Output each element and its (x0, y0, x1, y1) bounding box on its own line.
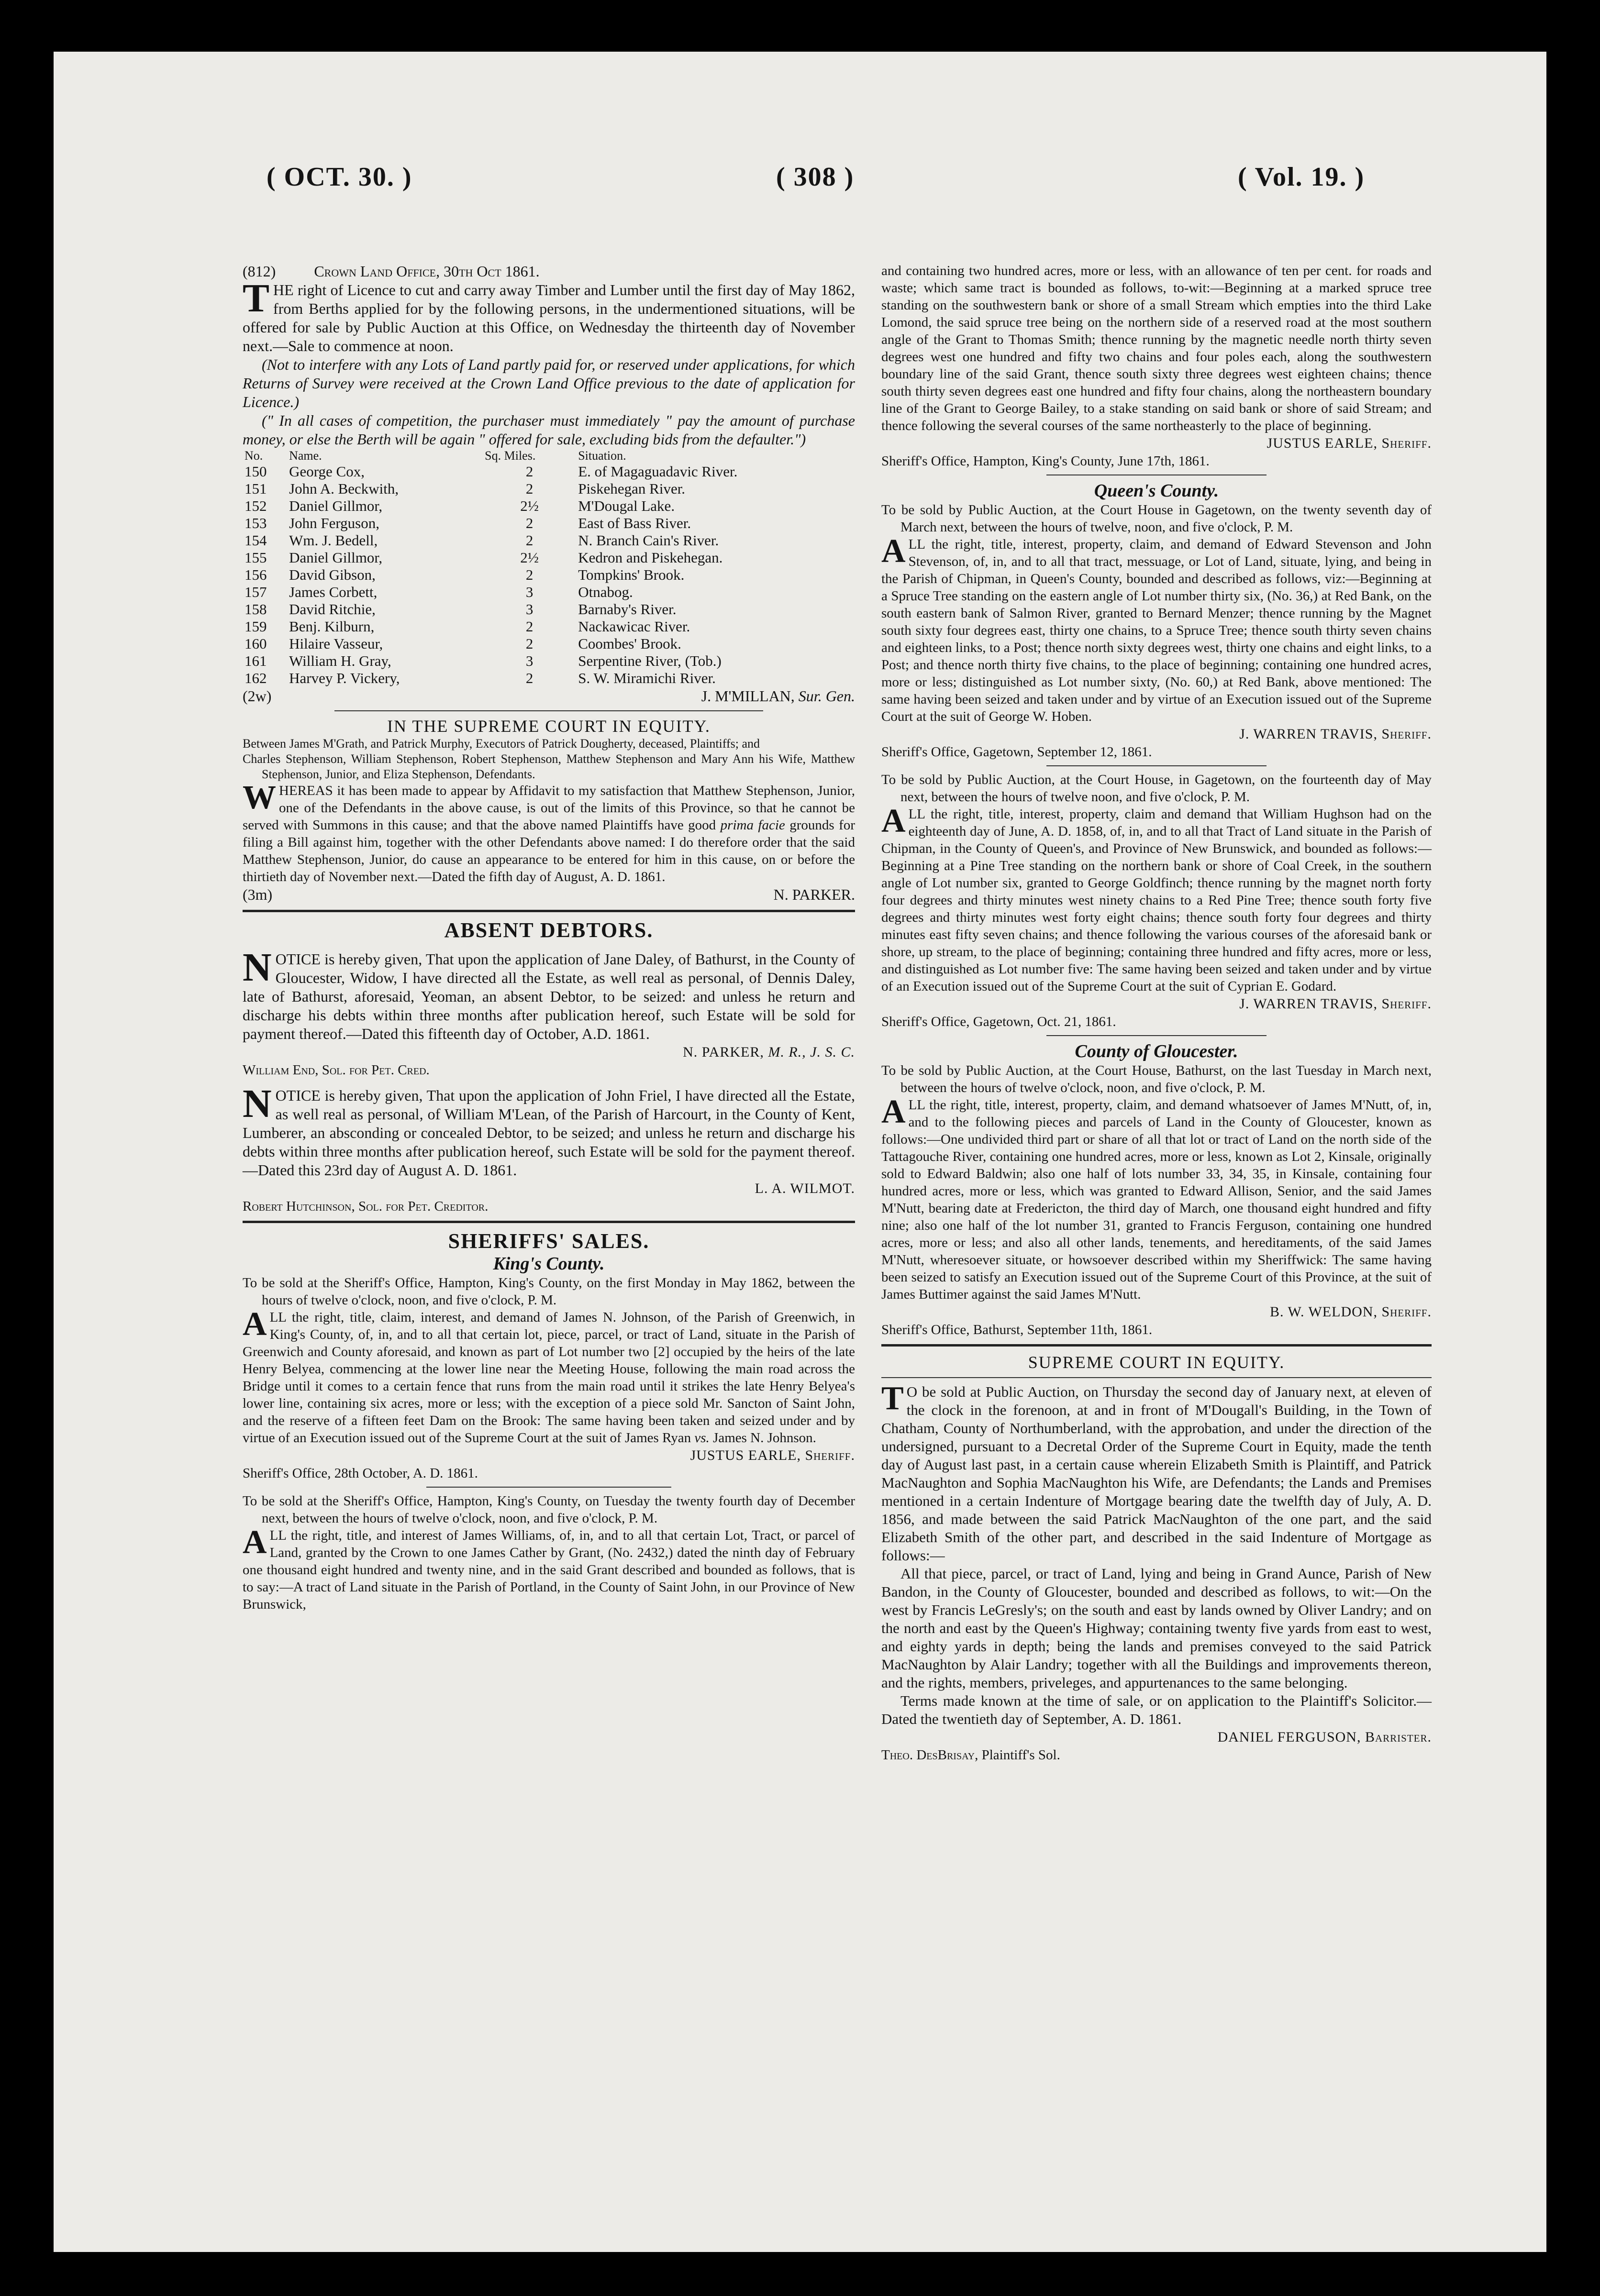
queens-sale-2-office: Sheriff's Office, Gagetown, Oct. 21, 1861. (881, 1014, 1116, 1029)
table-cell-situation: Coombes' Brook. (578, 635, 681, 652)
debtor-notice-1-solicitor: William End, Sol. for Pet. Cred. (243, 1062, 430, 1078)
table-cell-no: 154 (244, 532, 267, 549)
gloucester-sale-office: Sheriff's Office, Bathurst, September 11th, 1861. (881, 1322, 1153, 1337)
table-cell-sq-miles: 3 (525, 601, 533, 618)
queens-sale-1-intro: To be sold by Public Auction, at the Court House in Gagetown, on the twenty seventh day of March next, between the hours of twelve, noon, and five o'clock, P. M. (881, 502, 1432, 535)
gloucester-sale-signer: B. W. WELDON, Sheriff. (1270, 1304, 1432, 1320)
licence-table (243, 449, 855, 687)
debtor-notice-2-signer: L. A. WILMOT. (755, 1181, 855, 1196)
table-cell-sq-miles: 2 (525, 635, 533, 652)
queens-sale-1-body: ALL the right, title, interest, property, claim, and demand of Edward Stevenson and John Stevenson, of, in, and to all that tract, messuage, or Lot of Land, situate, lying, and being in the Parish of Chipman, in Queen's County, bounded and described as follows, viz:—Beginning at a Spruce Tree standing on the eastern angle of Lot number thirty six, (No. 36,) at Red Bank, on the south eastern bank of Salmon River, granted to Bernard Menzer; thence running by the Magnet south sixty four degrees east, thirty one chains, to a Spruce Tree; thence south thirty seven chains and eighteen links, to a Post; thence north sixty degrees west, thirty one chains and eight links, to a Post; and thence north thirty five chains, to the place of beginning; containing one hundred acres, more or less; distinguished as Lot number sixty, (No. 60,) at Red Bank, above mentioned: The same having been seized and taken under and by virtue of an Execution issued out of the Supreme Court at the suit of George W. Hoben. (881, 533, 1432, 724)
debtor-notice-1: NOTICE is hereby given, That upon the application of Jane Daley, of Bathurst, in the County of Gloucester, Widow, I have directed all the Estate, as well real as personal, of Dennis Daley, late of Bathurst, aforesaid, Yeoman, an absent Debtor, to be seized: and unless he return and discharge his debts within three months after publication hereof, such Estate will be sold for payment thereof.—Dated this fifteenth day of October, A.D. 1861. (243, 945, 855, 1042)
table-cell-situation: Otnabog. (578, 584, 633, 600)
table-cell-situation: E. of Magaguadavic River. (578, 463, 738, 480)
crown-notice-signature: (2w) J. M'MILLAN, Sur. Gen. (243, 687, 855, 705)
table-row (243, 601, 855, 618)
table-cell-sq-miles: 2½ (520, 497, 539, 514)
table-cell-sq-miles: 2½ (520, 549, 539, 566)
gloucester-sale-intro: To be sold by Public Auction, at the Court House, Bathurst, on the last Tuesday in March next, between the hours of twelve o'clock, noon, and five o'clock, P. M. (881, 1063, 1432, 1095)
crown-notice-body: THE right of Licence to cut and carry away Timber and Lumber until the first day of May 1862, from Berths applied for by the following persons, in the undermentioned situations, will be offered for sale by Public Auction at this Office, on Wednesday the thirteenth day of November next.—Sale to commence at noon. (243, 276, 855, 354)
header-volume: ( Vol. 19. ) (1238, 162, 1365, 192)
equity-1-parties-1: Between James M'Grath, and Patrick Murphy, Executors of Patrick Dougherty, deceased, Plaintiffs; and (243, 737, 760, 751)
table-cell-name: William H. Gray, (289, 652, 391, 669)
table-cell-name: Hilaire Vasseur, (289, 635, 383, 652)
equity-2-property: All that piece, parcel, or tract of Land, lying and being in Grand Aunce, Parish of New Bandon, in the County of Gloucester, bounded and described as follows, to wit:—On the west by Francis LeGresly's; on the south and east by lands owned by Oliver Landry; and on the north and east by the Queen's Highway; containing twenty five yards from east to west, and eighty yards in depth; being the lands and premises conveyed to the said Patrick MacNaughton by Alair Landry; together with all the Buildings and improvements thereon, and the rights, members, priveleges, and appurtenances to the same belonging. (881, 1565, 1432, 1691)
queens-sale-2-body: ALL the right, title, interest, property, claim and demand that William Hughson had on the eighteenth day of June, A. D. 1858, of, in, and to all that Tract of Land situate in the Parish of Chipman, in the County of Queen's, and Province of New Brunswick, and bounded as follows:—Beginning at a Pine Tree standing on the northern bank or shore of Coal Creek, in the southern angle of Lot number six, granted to George Goldfinch; thence running by the magnet north forty four degrees and thirty minutes west ninety chains to a Red Pine Tree; thence south forty five degrees and thirty minutes west forty eight chains; thence south forty four degrees and thirty minutes east fifty seven chains; and thence following the various courses of the aforesaid bank or shore, up stream, to the place of beginning; containing three hundred and fifty acres, more or less, and distinguished as Lot number five: The same having been seized and taken under and by virtue of an Execution issued out of the Supreme Court at the suit of Cyprian E. Godard. (881, 803, 1432, 994)
table-cell-name: Benj. Kilburn, (289, 618, 375, 635)
table-row (243, 618, 855, 635)
table-row (243, 515, 855, 532)
table-cell-sq-miles: 2 (525, 532, 533, 549)
table-cell-name: John Ferguson, (289, 515, 379, 531)
table-row (243, 549, 855, 566)
sheriffs-sales-title: SHERIFFS' SALES. (448, 1229, 650, 1253)
table-cell-sq-miles: 2 (525, 515, 533, 531)
table-cell-sq-miles: 3 (525, 652, 533, 669)
kings-sale-2-intro: To be sold at the Sheriff's Office, Hampton, King's County, on Tuesday the twenty fourth day of December next, between the hours of twelve o'clock, noon, and five o'clock, P. M. (243, 1493, 855, 1526)
kings-sale-2-office: Sheriff's Office, Hampton, King's County, June 17th, 1861. (881, 453, 1210, 469)
table-cell-name: John A. Beckwith, (289, 480, 399, 497)
kings-sale-1-body: ALL the right, title, claim, interest, and demand of James N. Johnson, of the Parish of Greenwich, in King's County, of, in, and to all that certain lot, piece, parcel, or tract of Land, situate in the Parish of Greenwich and County aforesaid, and known as part of Lot number two [2] occupied by the heirs of the late Henry Belyea, commencing at the lower line near the Meeting House, following the main road across the Bridge until it comes to a certain fence that runs from the main road until it strikes the late Henry Belyea's lower line, containing six acres, more or less; with the exception of a piece sold Mr. Sancton of Saint John, and the reserve of a fifteen feet Dam on the Brook: The same having been taken and seized under and by virtue of an Execution issued out of the Supreme Court at the suit of James Ryan vs. James N. Johnson. (243, 1306, 855, 1446)
gloucester-county-heading: County of Gloucester. (1075, 1041, 1238, 1061)
right-column (881, 262, 1432, 1764)
kings-county-heading: King's County. (493, 1254, 605, 1274)
header-date: ( OCT. 30. ) (267, 162, 412, 192)
table-cell-sq-miles: 2 (525, 480, 533, 497)
queens-sale-2-signer: J. WARREN TRAVIS, Sheriff. (1239, 996, 1432, 1012)
table-cell-name: Wm. J. Bedell, (289, 532, 378, 549)
equity-1-parties-2: Charles Stephenson, William Stephenson, Robert Stephenson, Matthew Stephenson and Mary Ann his Wife, Matthew Stephenson, Junior, and Eliza Stephenson, Defendants. (243, 752, 855, 781)
kings-sale-2-continued: and containing two hundred acres, more or less, with an allowance of ten per cent. for roads and waste; which same tract is bounded as follows, to-wit:—Beginning at a marked spruce tree standing on the southwestern bank or shore of a small Stream which empties into the third Lake Lomond, the said spruce tree being on the northern side of a reserved road at the most southern angle of the Grant to Thomas Smith; thence running by the magnetic needle north thirty seven degrees west one hundred and fifty two chains and four poles each, along the southwestern boundary line of the said Grant, thence south sixty three degrees west eighteen chains; thence south thirty seven degrees east one hundred and fifty four chains, along the northeastern boundary line of the Grant to George Bailey, to a stake standing on said bank or shore of said Stream; and thence following the several courses of the same northeasterly to the place of beginning. (881, 263, 1432, 433)
table-cell-sq-miles: 2 (525, 670, 533, 686)
equity-2-solicitor: Theo. DesBrisay, Plaintiff's Sol. (881, 1747, 1060, 1763)
table-cell-name: Daniel Gillmor, (289, 549, 383, 566)
table-cell-situation: M'Dougal Lake. (578, 497, 675, 514)
left-column (243, 262, 855, 1613)
table-cell-situation: Piskehegan River. (578, 480, 686, 497)
equity-2-body: T O be sold at Public Auction, on Thursday the second day of January next, at eleven of the clock in the forenoon, at and in front of M'Dougall's Building, in the Town of Chatham, County of Northumberland, with the approbation, and under the direction of the undersigned, pursuant to a Decretal Order of the Supreme Court in Equity, made the tenth day of August last past, in a certain cause wherein Elizabeth Smith is Plaintiff, and Patrick MacNaughton and Sophia MacNaughton his Wife, are Defendants; the Lands and Premises mentioned in a certain Indenture of Mortgage bearing date the twelfth day of July, A. D. 1856, and made between the said Patrick MacNaughton of the one part, and the said Elizabeth Smith of the other part, and described in the said Indenture of Mortgage as follows:— (881, 1380, 1432, 1564)
header-page-number: ( 308 ) (776, 162, 855, 192)
newspaper-page (54, 52, 1546, 2252)
table-cell-no: 157 (244, 584, 267, 600)
kings-sale-1-signer: JUSTUS EARLE, Sheriff. (690, 1447, 855, 1463)
table-cell-no: 152 (244, 497, 267, 514)
table-cell-situation: Nackawicac River. (578, 618, 690, 635)
table-row (243, 670, 855, 687)
table-cell-no: 155 (244, 549, 267, 566)
equity-2-terms: Terms made known at the time of sale, or on application to the Plaintiff's Solicitor.—Dated the twentieth day of September, A. D. 1861. (881, 1692, 1432, 1727)
queens-county-heading: Queen's County. (1094, 481, 1219, 501)
table-header: Name. (289, 449, 322, 463)
table-row (243, 635, 855, 652)
table-cell-name: George Cox, (289, 463, 365, 480)
gloucester-sale-body: ALL the right, title, interest, property, claim, and demand whatsoever of James M'Nutt, of, in, and to the following pieces and parcels of Land in the County of Gloucester, known as follows:—One undivided third part or share of all that lot or tract of Land on the north side of the Tattagouche River, containing one hundred acres, more or less, known as Lot 2, Kinsale, originally sold to Edward Baldwin; also one half of lots number 33, 34, 35, in Kinsale, containing four hundred acres, more or less, which was granted to Edward Allison, Senior, and the said James M'Nutt, bearing date at Fredericton, the third day of March, one thousand eight hundred and fifty nine; also one half of the lot number 31, granted to Francis Ferguson, containing one hundred acres, more or less; and also all other lands, tenements, and hereditaments, of the said James M'Nutt, wheresoever situate, or howsoever described within my Sheriffwick: The same having been seized to satisfy an Execution issued out of the Supreme Court of this Province, at the suit of James Buttimer against the said James M'Nutt. (881, 1093, 1432, 1302)
table-cell-name: Harvey P. Vickery, (289, 670, 400, 686)
equity-2-title: SUPREME COURT IN EQUITY. (1028, 1353, 1285, 1372)
table-row (243, 584, 855, 601)
table-cell-situation: S. W. Miramichi River. (578, 670, 716, 686)
kings-sale-2-signer: JUSTUS EARLE, Sheriff. (1267, 435, 1432, 451)
table-cell-no: 153 (244, 515, 267, 531)
equity-1-title: IN THE SUPREME COURT IN EQUITY. (387, 717, 711, 736)
equity-1-body: WHEREAS it has been made to appear by Affidavit to my satisfaction that Matthew Stephenson, Junior, one of the Defendants in the above cause, is out of the limits of this Province, so that he cannot be served with Summons in this cause; and that the above named Plaintiffs have good prima facie grounds for filing a Bill against him, together with the other Defendants above named: I do therefore order that the said Matthew Stephenson, Junior, do cause an appearance to be entered for him in this cause, on or before the thirtieth day of November next.—Dated the fifth day of August, A. D. 1861. (243, 779, 855, 884)
table-row (243, 463, 855, 480)
kings-sale-2-body: ALL the right, title, and interest of James Williams, of, in, and to all that certain Lot, Tract, or parcel of Land, granted by the Crown to one James Cather by Grant, (No. 2432,) dated the ninth day of February one thousand eight hundred and twenty nine, and in the said Grant described and bounded as follows, that is to say:—A tract of Land situate in the Parish of Portland, in the County of Saint John, in our Province of New Brunswick, (243, 1524, 855, 1612)
kings-sale-1-office: Sheriff's Office, 28th October, A. D. 1861. (243, 1466, 478, 1481)
table-row (243, 497, 855, 515)
table-cell-no: 156 (244, 566, 267, 583)
table-cell-no: 162 (244, 670, 267, 686)
table-cell-no: 160 (244, 635, 267, 652)
table-cell-name: James Corbett, (289, 584, 378, 600)
debtor-notice-2-solicitor: Robert Hutchinson, Sol. for Pet. Creditor. (243, 1199, 489, 1214)
table-header: Sq. Miles. (485, 449, 536, 463)
table-row (243, 652, 855, 670)
queens-sale-2-intro: To be sold by Public Auction, at the Court House, in Gagetown, on the fourteenth day of May next, between the hours of twelve noon, and five o'clock, P. M. (881, 772, 1432, 805)
table-cell-no: 159 (244, 618, 267, 635)
debtor-notice-1-signer: N. PARKER, M. R., J. S. C. (683, 1044, 855, 1060)
table-cell-no: 158 (244, 601, 267, 618)
table-cell-situation: Serpentine River, (Tob.) (578, 652, 722, 669)
table-header: Situation. (578, 449, 626, 463)
table-cell-situation: Kedron and Piskehegan. (578, 549, 723, 566)
crown-notice-competition: (" In all cases of competition, the purchaser must immediately " pay the amount of purchase money, or else the Berth will be again " offered for sale, excluding bids from the defaulter.") (243, 412, 855, 448)
crown-notice-ref: (812) Crown Land Office, 30th Oct 1861. (243, 263, 540, 280)
table-cell-sq-miles: 2 (525, 618, 533, 635)
table-cell-situation: Tompkins' Brook. (578, 566, 685, 583)
table-cell-situation: Barnaby's River. (578, 601, 677, 618)
table-cell-sq-miles: 2 (525, 463, 533, 480)
crown-notice-note: (Not to interfere with any Lots of Land partly paid for, or reserved under applications, for which Returns of Survey were received at the Crown Land Office previous to the date of application for Licence.) (243, 356, 855, 410)
table-header: No. (244, 449, 263, 463)
equity-2-signer: DANIEL FERGUSON, Barrister. (1217, 1729, 1432, 1745)
absent-debtors-title: ABSENT DEBTORS. (444, 918, 654, 942)
table-cell-no: 151 (244, 480, 267, 497)
table-cell-sq-miles: 3 (525, 584, 533, 600)
queens-sale-1-signer: J. WARREN TRAVIS, Sheriff. (1239, 726, 1432, 742)
equity-1-signature: (3m) N. PARKER. (243, 886, 855, 903)
table-row (243, 480, 855, 497)
table-cell-sq-miles: 2 (525, 566, 533, 583)
table-row (243, 532, 855, 549)
table-cell-name: David Gibson, (289, 566, 376, 583)
table-row (243, 566, 855, 584)
kings-sale-1-intro: To be sold at the Sheriff's Office, Hampton, King's County, on the first Monday in May 1862, between the hours of twelve o'clock, noon, and five o'clock, P. M. (243, 1275, 855, 1308)
table-cell-situation: East of Bass River. (578, 515, 691, 531)
debtor-notice-2: NOTICE is hereby given, That upon the application of John Friel, I have directed all the Estate, as well real as personal, of William M'Lean, of the Parish of Harcourt, in the County of Kent, Lumberer, an absconding or concealed Debtor, to be seized; and unless he return and discharge his debts within three months after publication hereof, such Estate will be sold for the payment thereof.—Dated this 23rd day of August A. D. 1861. (243, 1082, 855, 1179)
table-cell-no: 161 (244, 652, 267, 669)
queens-sale-1-office: Sheriff's Office, Gagetown, September 12, 1861. (881, 744, 1152, 760)
table-cell-no: 150 (244, 463, 267, 480)
table-cell-name: David Ritchie, (289, 601, 376, 618)
table-cell-situation: N. Branch Cain's River. (578, 532, 719, 549)
table-cell-name: Daniel Gillmor, (289, 497, 383, 514)
